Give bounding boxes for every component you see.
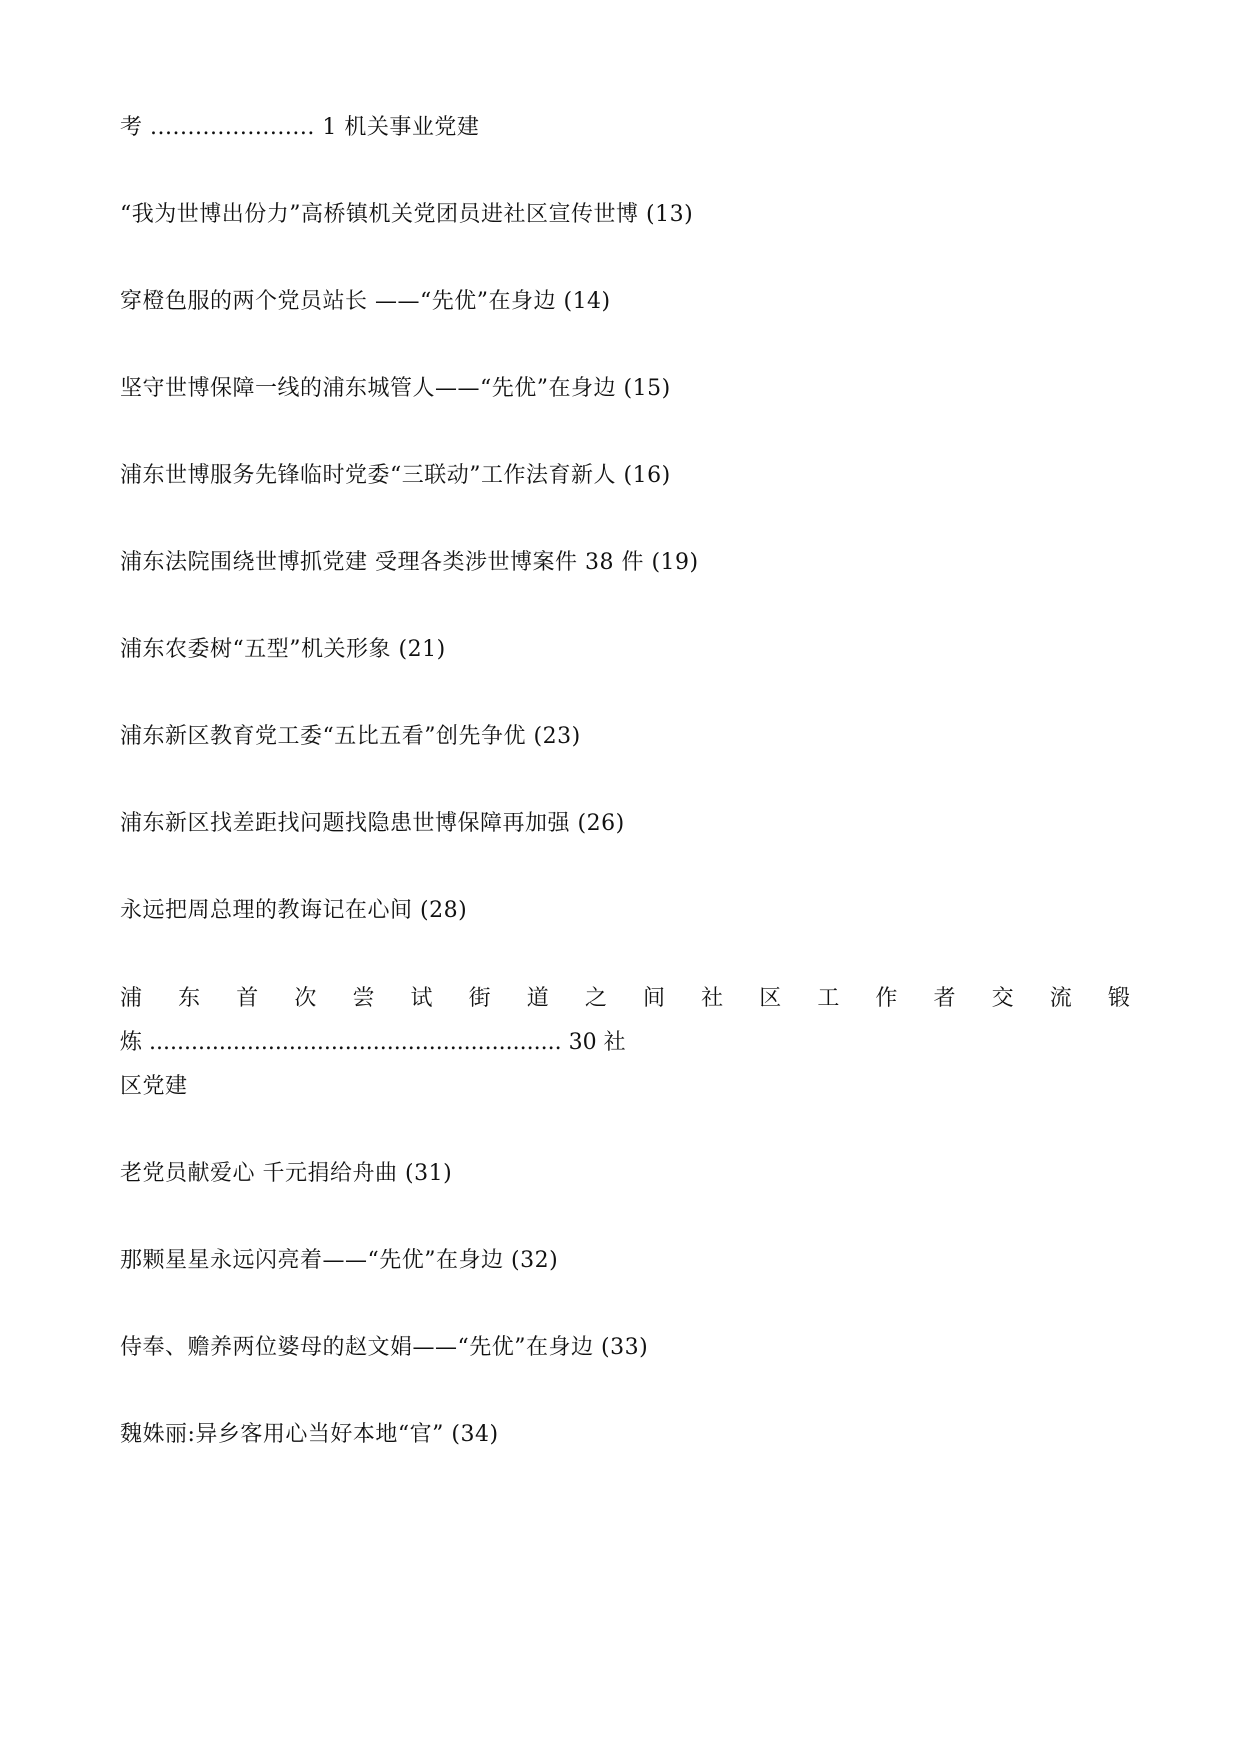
toc-entry: 坚守世博保障一线的浦东城管人——“先优”在身边 (15) bbox=[120, 376, 671, 401]
toc-entry: 那颗星星永远闪亮着——“先优”在身边 (32) bbox=[120, 1248, 559, 1273]
toc-char: 次 bbox=[294, 986, 317, 1011]
toc-char: 交 bbox=[991, 986, 1014, 1011]
toc-entry: 浦东农委树“五型”机关形象 (21) bbox=[120, 637, 446, 662]
toc-char: 尝 bbox=[352, 986, 375, 1011]
toc-entry: 浦东法院围绕世博抓党建 受理各类涉世博案件 38 件 (19) bbox=[120, 550, 699, 575]
toc-entry: 老党员献爱心 千元捐给舟曲 (31) bbox=[120, 1161, 453, 1186]
toc-char: 街 bbox=[468, 986, 491, 1011]
toc-char: 作 bbox=[875, 986, 898, 1011]
toc-entry: 浦东新区找差距找问题找隐患世博保障再加强 (26) bbox=[120, 811, 625, 836]
toc-char: 道 bbox=[526, 986, 549, 1011]
toc-entry: 侍奉、赡养两位婆母的赵文娟——“先优”在身边 (33) bbox=[120, 1335, 649, 1360]
toc-char: 间 bbox=[642, 986, 665, 1011]
toc-entry-leader-line: 炼 ........................................................... 30 社 bbox=[120, 1030, 626, 1055]
toc-char: 工 bbox=[817, 986, 840, 1011]
toc-entry: 浦东新区教育党工委“五比五看”创先争优 (23) bbox=[120, 724, 581, 749]
toc-char: 东 bbox=[178, 986, 201, 1011]
toc-entry: 穿橙色服的两个党员站长 ——“先优”在身边 (14) bbox=[120, 289, 611, 314]
toc-entry: “我为世博出份力”高桥镇机关党团员进社区宣传世博 (13) bbox=[120, 202, 694, 227]
toc-char: 浦 bbox=[120, 986, 143, 1011]
toc-char: 流 bbox=[1049, 986, 1072, 1011]
toc-char: 区 bbox=[759, 986, 782, 1011]
toc-entry: 永远把周总理的教诲记在心间 (28) bbox=[120, 898, 468, 923]
toc-section-heading: 区党建 bbox=[120, 1074, 188, 1099]
toc-entry: 浦东世博服务先锋临时党委“三联动”工作法育新人 (16) bbox=[120, 463, 671, 488]
toc-entry: 魏姝丽:异乡客用心当好本地“官” (34) bbox=[120, 1422, 499, 1447]
toc-entry-justified-line bbox=[120, 984, 1130, 1014]
toc-char: 锻 bbox=[1107, 986, 1130, 1011]
toc-char: 试 bbox=[410, 986, 433, 1011]
toc-char: 首 bbox=[236, 986, 259, 1011]
toc-char: 者 bbox=[933, 986, 956, 1011]
toc-char: 社 bbox=[701, 986, 724, 1011]
toc-char: 之 bbox=[584, 986, 607, 1011]
toc-entry: 考 ...................... 1 机关事业党建 bbox=[120, 115, 480, 140]
